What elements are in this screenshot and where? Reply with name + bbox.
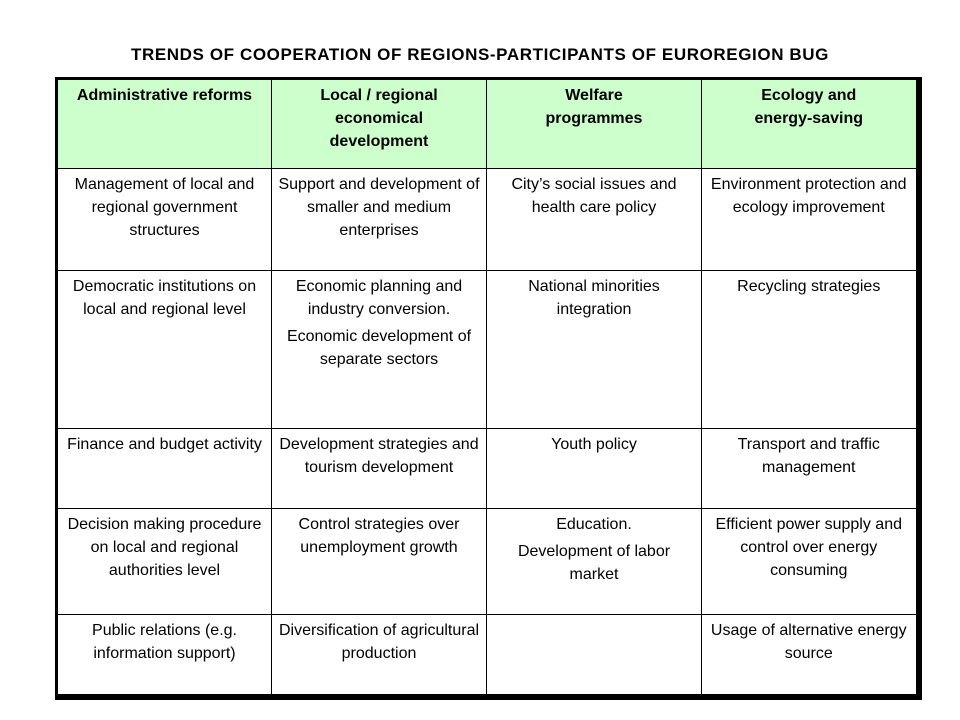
cooperation-table [55, 77, 922, 700]
table-cell [272, 169, 487, 271]
table-cell [57, 271, 272, 429]
header-cell [272, 79, 487, 169]
cell-text: Democratic institutions on local and regional level [72, 278, 257, 318]
header-text: programmes [545, 110, 643, 127]
cell-text: Support and development of smaller and medium enterprises [278, 176, 480, 239]
cell-text: City’s social issues and health care policy [511, 176, 677, 216]
table-row [57, 271, 919, 429]
table-cell [57, 615, 272, 697]
header-text: Administrative reforms [76, 87, 253, 104]
cell-text: Education. [556, 516, 632, 533]
cell-text: Economic development of separate sectors [286, 328, 472, 368]
table-row [57, 509, 919, 615]
table-cell [272, 271, 487, 429]
cell-text: National minorities integration [528, 278, 660, 318]
header-text: Ecology and [761, 87, 857, 104]
header-cell [702, 79, 919, 169]
cell-text: Environment protection and ecology improvement [710, 176, 907, 216]
cell-text: Public relations (e.g. information support) [92, 622, 237, 662]
cell-text: Finance and budget activity [67, 436, 262, 453]
header-text: development [329, 133, 429, 150]
table-cell [487, 615, 702, 697]
cell-text: Recycling strategies [737, 278, 881, 295]
table-cell [487, 271, 702, 429]
cell-text: Transport and traffic management [737, 436, 880, 476]
cell-text: Usage of alternative energy source [710, 622, 907, 662]
header-row [57, 79, 919, 169]
table-cell [702, 271, 919, 429]
table-row [57, 615, 919, 697]
header-cell [487, 79, 702, 169]
table-cell [487, 169, 702, 271]
cell-text: Economic planning and industry conversion. [295, 278, 463, 318]
slide-title: TRENDS OF COOPERATION OF REGIONS-PARTICIPANTS OF EUROREGION BUG [131, 45, 829, 64]
cell-text: Development of labor market [517, 543, 671, 583]
table-cell [487, 429, 702, 509]
table-cell [487, 509, 702, 615]
table-row [57, 169, 919, 271]
table-cell [272, 429, 487, 509]
table-cell [702, 169, 919, 271]
table-cell [702, 509, 919, 615]
table-cell [57, 429, 272, 509]
table-cell [272, 509, 487, 615]
table-cell [272, 615, 487, 697]
cell-text: Decision making procedure on local and regional authorities level [67, 516, 262, 579]
table-cell [57, 169, 272, 271]
header-text: Local / regional economical [320, 87, 438, 127]
cell-text: Control strategies over unemployment growth [298, 516, 460, 556]
table-cell [702, 429, 919, 509]
cell-text: Management of local and regional government structures [74, 176, 255, 239]
cell-text: Efficient power supply and control over energy consuming [715, 516, 902, 579]
header-text: Welfare [565, 87, 623, 104]
table-cell [702, 615, 919, 697]
cell-text: Development strategies and tourism development [279, 436, 479, 476]
table-row [57, 429, 919, 509]
header-cell [57, 79, 272, 169]
header-text: energy-saving [754, 110, 863, 127]
cell-text: Youth policy [551, 436, 637, 453]
table-cell [57, 509, 272, 615]
cell-text: Diversification of agricultural production [278, 622, 480, 662]
